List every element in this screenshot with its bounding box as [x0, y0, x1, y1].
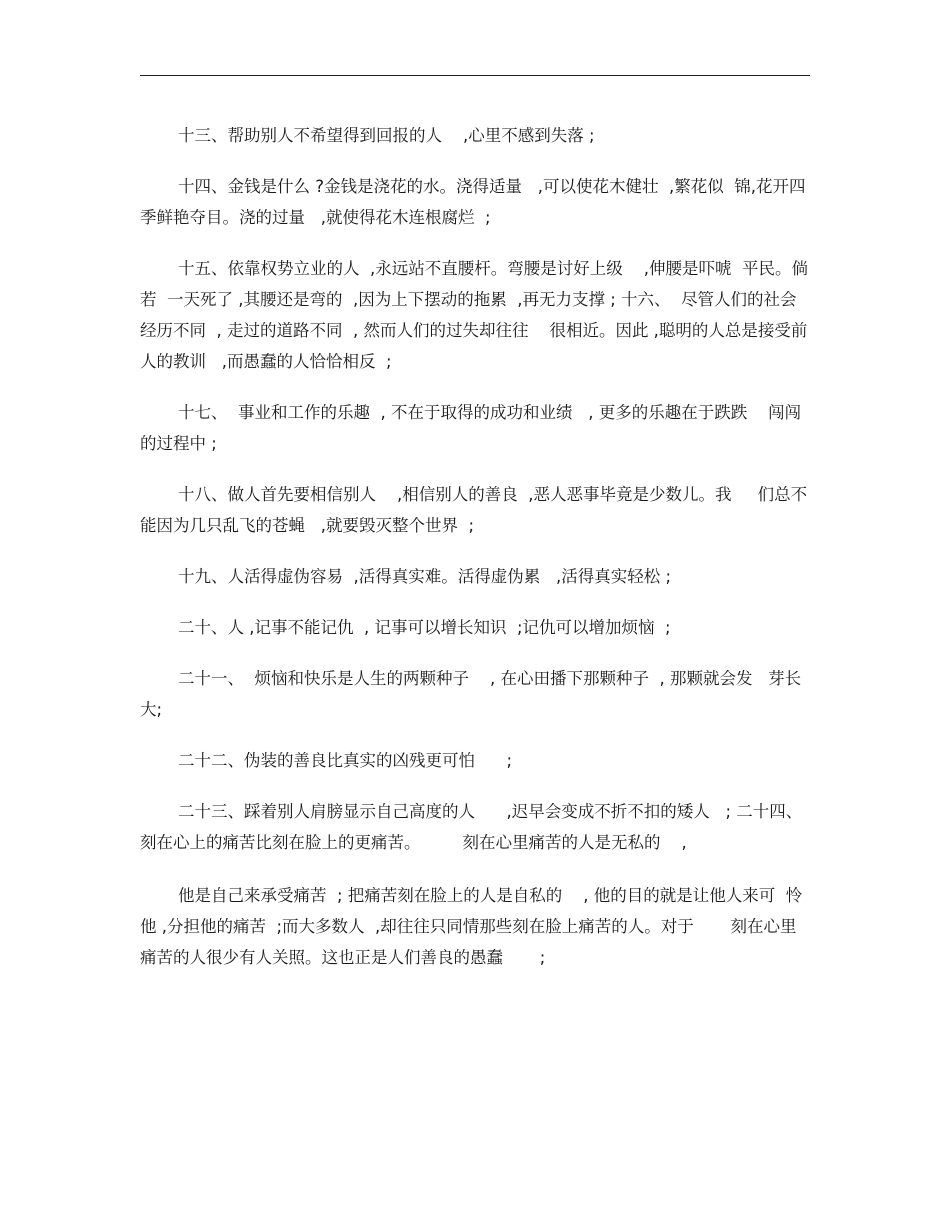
paragraph-24-continued: 他是自己来承受痛苦 ; 把痛苦刻在脸上的人是自私的 , 他的目的就是让他人来可 怜他 ,分担他的痛苦 ;而大多数人 ,却往往只同情那些刻在脸上痛苦的人。对于 刻在心里痛苦的人很少有人关照。这也正是人们善良的愚蠢 ;	[140, 886, 803, 967]
paragraph-14: 十四、金钱是什么 ?金钱是浇花的水。浇得适量 ,可以使花木健壮 ,繁花似 锦,花开四季鲜艳夺目。浇的过量 ,就使得花木连根腐烂 ;	[140, 177, 806, 227]
paragraph-18: 十八、做人首先要相信别人 ,相信别人的善良 ,恶人恶事毕竟是少数儿。我 们总不能因为几只乱飞的苍蝇 ,就要毁灭整个世界 ;	[140, 485, 808, 535]
header-rule	[140, 75, 810, 76]
paragraph-19: 十九、人活得虚伪容易 ,活得真实难。活得虚伪累 ,活得真实轻松 ;	[178, 567, 672, 586]
paragraph-23-24: 二十三、踩着别人肩膀显示自己高度的人 ,迟早会变成不折不扣的矮人 ; 二十四、 刻在心上的痛苦比刻在脸上的更痛苦。 刻在心里痛苦的人是无私的 ,	[140, 802, 813, 852]
paragraph-17: 十七、 事业和工作的乐趣 , 不在于取得的成功和业绩 , 更多的乐趣在于跌跌 闯闯的过程中 ;	[140, 403, 802, 453]
paragraph-15-16: 十五、依靠权势立业的人 ,永远站不直腰杆。弯腰是讨好上级 ,伸腰是吓唬 平民。倘若 一天死了 ,其腰还是弯的 ,因为上下摆动的拖累 ,再无力支撑 ; 十六、 尽管人们的社会经历不同 , 走过的道路不同 , 然而人们的过失却往往 很相近。因此 ,聪明的人总是接受前人的教训 ,而愚蠢的人恰恰相反 ;	[140, 259, 808, 371]
paragraph-21: 二十一、 烦恼和快乐是人生的两颗种子 , 在心田播下那颗种子 , 那颗就会发 芽长大;	[140, 669, 802, 719]
document-body	[140, 120, 813, 993]
paragraph-13: 十三、帮助别人不希望得到回报的人 ,心里不感到失落 ;	[178, 126, 595, 145]
paragraph-20: 二十、人 ,记事不能记仇 , 记事可以增长知识 ;记仇可以增加烦恼 ;	[178, 618, 671, 637]
paragraph-22: 二十二、伪装的善良比真实的凶残更可怕 ;	[178, 751, 513, 770]
